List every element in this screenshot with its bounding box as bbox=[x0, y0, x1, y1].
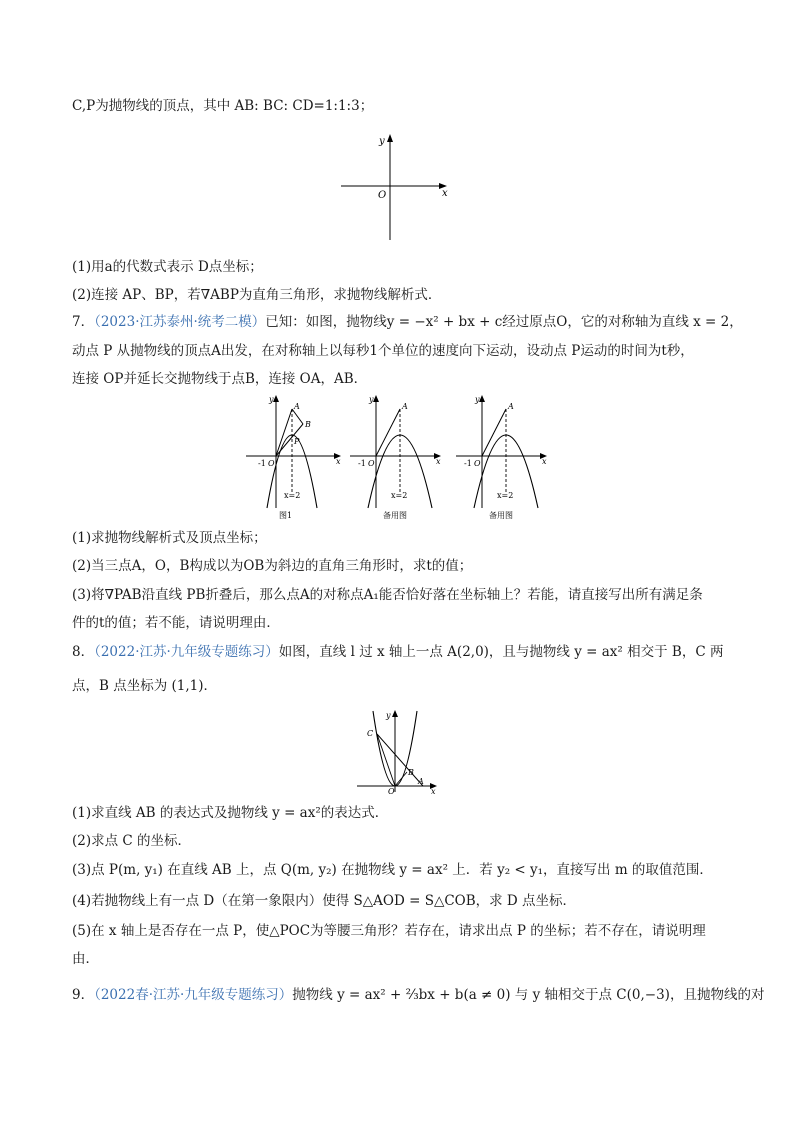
q6-axes-figure bbox=[335, 128, 455, 246]
q7-figures bbox=[240, 392, 560, 522]
svg-text:备用图: 备用图 bbox=[383, 511, 407, 520]
svg-text:-1: -1 bbox=[258, 459, 266, 468]
q8-part2: (2)求点 C 的坐标． bbox=[72, 833, 192, 849]
svg-text:-1: -1 bbox=[358, 459, 366, 468]
svg-text:图1: 图1 bbox=[279, 511, 293, 520]
origin-label: O bbox=[378, 190, 387, 201]
svg-text:A: A bbox=[402, 402, 408, 411]
svg-text:备用图: 备用图 bbox=[489, 511, 513, 520]
svg-text:C: C bbox=[367, 729, 374, 738]
svg-text:-1: -1 bbox=[464, 459, 472, 468]
q7-part3-line2: 件的t的值；若不能，请说明理由． bbox=[72, 615, 280, 631]
q8-stem-a: 如图，直线 l 过 x 轴上一点 A(2,0)，且与抛物线 y = ax² 相交于 B，C 两 bbox=[278, 644, 724, 660]
q8-part5-line1: (5)在 x 轴上是否存在一点 P，使△POC为等腰三角形？若存在，请求出点 P 的坐标；若不存在，请说明理 bbox=[72, 923, 706, 939]
svg-text:O: O bbox=[268, 459, 275, 468]
svg-text:x=2: x=2 bbox=[284, 491, 301, 500]
svg-text:x=2: x=2 bbox=[497, 491, 514, 500]
q9-stem-a: 抛物线 y = ax² + ⅔bx + b(a ≠ 0) 与 y 轴相交于点 C(0,−3)，且抛物线的对 bbox=[292, 987, 765, 1003]
q7-part1: (1)求抛物线解析式及顶点坐标； bbox=[72, 530, 267, 546]
q8-stem-line2: 点，B 点坐标为 (1,1)． bbox=[72, 678, 218, 694]
q8-part4: (4)若抛物线上有一点 D（在第一象限内）使得 S△AOD = S△COB，求 D 点坐标． bbox=[72, 893, 577, 909]
q8-part3: (3)点 P(m, y₁) 在直线 AB 上，点 Q(m, y₂) 在抛物线 y = ax² 上．若 y₂ < y₁，直接写出 m 的取值范围． bbox=[72, 862, 713, 878]
q7-figure-3 bbox=[456, 395, 547, 520]
q9-number: 9． bbox=[72, 987, 95, 1003]
svg-text:P: P bbox=[294, 437, 300, 446]
q7-figure-2 bbox=[350, 395, 441, 520]
svg-text:O: O bbox=[368, 459, 375, 468]
svg-text:x: x bbox=[436, 457, 441, 466]
q7-part3-line1: (3)将∇PAB沿直线 PB折叠后，那么点A的对称点A₁能否恰好落在坐标轴上？若能，请直接写出所有满足条 bbox=[72, 587, 703, 603]
x-axis-label: x bbox=[442, 188, 448, 199]
svg-text:x: x bbox=[542, 457, 547, 466]
q9-stem-line1 bbox=[72, 985, 765, 1005]
svg-text:B: B bbox=[305, 420, 311, 429]
q9-source: （2022春·江苏·九年级专题练习） bbox=[94, 987, 293, 1003]
q7-stem-line1 bbox=[72, 312, 743, 332]
q7-part2: (2)当三点A，O，B构成以为OB为斜边的直角三角形时，求t的值； bbox=[72, 558, 473, 574]
q8-number: 8． bbox=[72, 644, 95, 660]
q7-figure-1 bbox=[246, 395, 341, 520]
svg-text:x: x bbox=[431, 787, 436, 794]
q6-part1: (1)用a的代数式表示 D点坐标； bbox=[72, 259, 263, 275]
q7-source: （2023·江苏泰州·统考二模） bbox=[94, 314, 266, 330]
svg-text:O: O bbox=[388, 787, 395, 794]
svg-text:A: A bbox=[508, 402, 514, 411]
svg-text:y: y bbox=[369, 395, 374, 404]
svg-text:A: A bbox=[418, 777, 424, 786]
svg-text:x: x bbox=[336, 457, 341, 466]
q8-stem-line1 bbox=[72, 642, 730, 662]
svg-text:O: O bbox=[474, 459, 481, 468]
svg-text:y: y bbox=[475, 395, 480, 404]
svg-text:x=2: x=2 bbox=[391, 491, 408, 500]
q6-stem-tail: C,P为抛物线的顶点，其中 AB: BC: CD=1:1:3； bbox=[72, 98, 374, 114]
svg-text:y: y bbox=[269, 395, 274, 404]
q7-stem-line2: 动点 P 从抛物线的顶点A出发，在对称轴上以每秒1个单位的速度向下运动，设动点 P运动的时间为t秒， bbox=[72, 343, 694, 359]
svg-text:B: B bbox=[408, 768, 414, 777]
q7-stem-a: 已知：如图，抛物线y = −x² + bx + c经过原点O，它的对称轴为直线 x = 2， bbox=[265, 314, 743, 330]
q8-part5-line2: 由． bbox=[72, 951, 99, 967]
y-axis-label: y bbox=[379, 136, 385, 147]
svg-text:A: A bbox=[294, 402, 300, 411]
q8-source: （2022·江苏·九年级专题练习） bbox=[94, 644, 279, 660]
q8-figure bbox=[355, 708, 440, 794]
q7-stem-line3: 连接 OP并延长交抛物线于点B，连接 OA，AB． bbox=[72, 371, 368, 387]
q7-number: 7． bbox=[72, 314, 95, 330]
svg-text:y: y bbox=[386, 711, 391, 720]
q6-part2: (2)连接 AP、BP，若∇ABP为直角三角形，求抛物线解析式． bbox=[72, 287, 442, 303]
q8-part1: (1)求直线 AB 的表达式及抛物线 y = ax²的表达式． bbox=[72, 805, 389, 821]
